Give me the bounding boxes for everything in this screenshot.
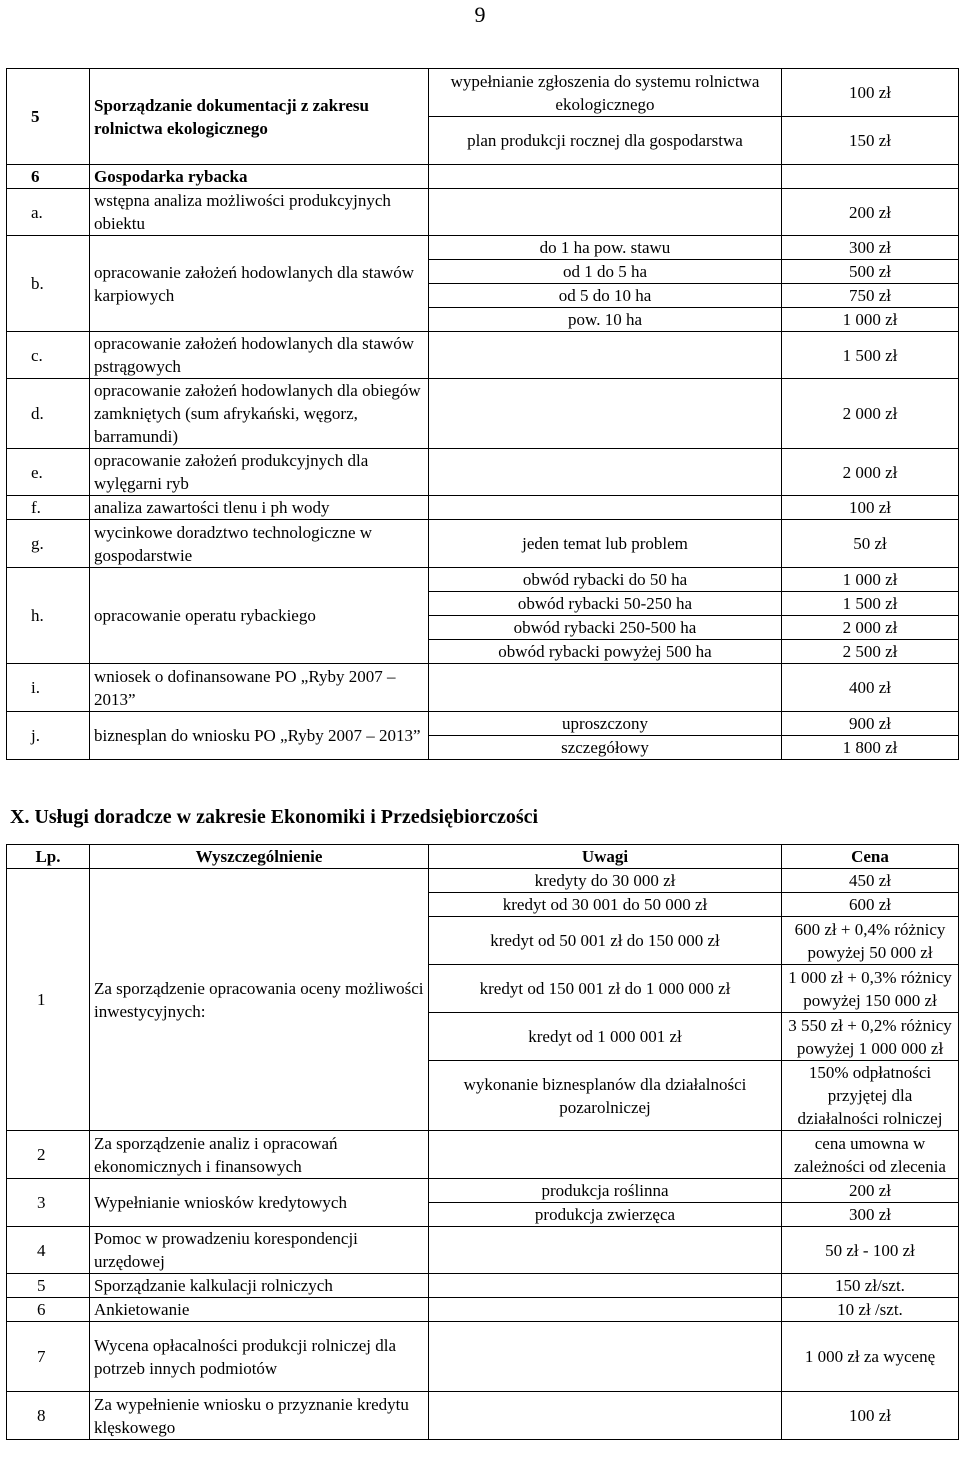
row-description: Pomoc w prowadzeniu korespondencji urzędowej bbox=[90, 1227, 429, 1274]
header-uwagi: Uwagi bbox=[429, 845, 782, 869]
section-title: X. Usługi doradcze w zakresie Ekonomiki i Przedsiębiorczości bbox=[10, 806, 539, 828]
row-uwagi bbox=[429, 1298, 782, 1322]
row-cena: 150% odpłatności przyjętej dla działalności rolniczej bbox=[782, 1061, 959, 1131]
row-cena: 200 zł bbox=[782, 189, 959, 236]
row-number: i. bbox=[7, 664, 90, 712]
row-uwagi: kredyt od 1 000 001 zł bbox=[429, 1013, 782, 1061]
row-description: Za wypełnienie wniosku o przyznanie kredytu klęskowego bbox=[90, 1392, 429, 1440]
row-description: Za sporządzenie opracowania oceny możliwości inwestycyjnych: bbox=[90, 869, 429, 1131]
row-cena: 2 000 zł bbox=[782, 449, 959, 496]
row-cena: 1 500 zł bbox=[782, 592, 959, 616]
row-uwagi: obwód rybacki 50-250 ha bbox=[429, 592, 782, 616]
row-uwagi bbox=[429, 1274, 782, 1298]
row-uwagi: produkcja zwierzęca bbox=[429, 1203, 782, 1227]
row-number: 5 bbox=[7, 1274, 90, 1298]
row-cena: 300 zł bbox=[782, 1203, 959, 1227]
row-description: Sporządzanie dokumentacji z zakresu rolnictwa ekologicznego bbox=[90, 69, 429, 165]
row-number: j. bbox=[7, 712, 90, 760]
table-row bbox=[7, 189, 959, 236]
table-row bbox=[7, 568, 959, 592]
row-description: wycinkowe doradztwo technologiczne w gospodarstwie bbox=[90, 520, 429, 568]
row-uwagi: kredyty do 30 000 zł bbox=[429, 869, 782, 893]
row-cena: 50 zł - 100 zł bbox=[782, 1227, 959, 1274]
row-uwagi bbox=[429, 165, 782, 189]
row-number: c. bbox=[7, 332, 90, 379]
table-row bbox=[7, 664, 959, 712]
row-uwagi: wykonanie biznesplanów dla działalności pozarolniczej bbox=[429, 1061, 782, 1131]
row-number: e. bbox=[7, 449, 90, 496]
row-cena: 600 zł + 0,4% różnicy powyżej 50 000 zł bbox=[782, 917, 959, 965]
row-cena: 1 000 zł za wycenę bbox=[782, 1322, 959, 1392]
table-row bbox=[7, 332, 959, 379]
row-uwagi: produkcja roślinna bbox=[429, 1179, 782, 1203]
row-uwagi bbox=[429, 1227, 782, 1274]
row-uwagi: kredyt od 30 001 do 50 000 zł bbox=[429, 893, 782, 917]
row-number: 1 bbox=[7, 869, 90, 1131]
row-description: opracowanie założeń produkcyjnych dla wylęgarni ryb bbox=[90, 449, 429, 496]
row-number: 6 bbox=[7, 1298, 90, 1322]
row-description: Wypełnianie wniosków kredytowych bbox=[90, 1179, 429, 1227]
row-uwagi bbox=[429, 449, 782, 496]
row-cena: 3 550 zł + 0,2% różnicy powyżej 1 000 000 zł bbox=[782, 1013, 959, 1061]
row-number: h. bbox=[7, 568, 90, 664]
row-uwagi: obwód rybacki 250-500 ha bbox=[429, 616, 782, 640]
row-cena: 100 zł bbox=[782, 1392, 959, 1440]
row-number: a. bbox=[7, 189, 90, 236]
row-cena: 100 zł bbox=[782, 496, 959, 520]
row-cena: 150 zł bbox=[782, 117, 959, 165]
table-row bbox=[7, 69, 959, 117]
table-row bbox=[7, 1179, 959, 1203]
row-description: Ankietowanie bbox=[90, 1298, 429, 1322]
row-number: 7 bbox=[7, 1322, 90, 1392]
row-uwagi: wypełnianie zgłoszenia do systemu rolnictwa ekologicznego bbox=[429, 69, 782, 117]
row-cena: 100 zł bbox=[782, 69, 959, 117]
row-description: wniosek o dofinansowane PO „Ryby 2007 – 2013” bbox=[90, 664, 429, 712]
row-description: Wycena opłacalności produkcji rolniczej dla potrzeb innych podmiotów bbox=[90, 1322, 429, 1392]
row-uwagi bbox=[429, 496, 782, 520]
row-cena: 450 zł bbox=[782, 869, 959, 893]
header-name: Wyszczególnienie bbox=[90, 845, 429, 869]
row-uwagi: kredyt od 50 001 zł do 150 000 zł bbox=[429, 917, 782, 965]
row-number: 5 bbox=[7, 69, 90, 165]
table-row bbox=[7, 236, 959, 260]
row-cena: 1 000 zł bbox=[782, 568, 959, 592]
row-description: biznesplan do wniosku PO „Ryby 2007 – 2013” bbox=[90, 712, 429, 760]
row-uwagi: obwód rybacki powyżej 500 ha bbox=[429, 640, 782, 664]
row-uwagi: pow. 10 ha bbox=[429, 308, 782, 332]
table-row bbox=[7, 712, 959, 736]
row-description: opracowanie założeń hodowlanych dla stawów pstrągowych bbox=[90, 332, 429, 379]
fishery-pricing-table bbox=[6, 68, 959, 760]
row-cena: 2 000 zł bbox=[782, 379, 959, 449]
row-uwagi: do 1 ha pow. stawu bbox=[429, 236, 782, 260]
row-cena: 1 500 zł bbox=[782, 332, 959, 379]
row-number: f. bbox=[7, 496, 90, 520]
row-number: b. bbox=[7, 236, 90, 332]
table-row bbox=[7, 449, 959, 496]
header-cena: Cena bbox=[782, 845, 959, 869]
row-uwagi bbox=[429, 1131, 782, 1179]
row-uwagi bbox=[429, 332, 782, 379]
table-row bbox=[7, 379, 959, 449]
row-cena: 10 zł /szt. bbox=[782, 1298, 959, 1322]
row-cena: 600 zł bbox=[782, 893, 959, 917]
header-lp: Lp. bbox=[7, 845, 90, 869]
row-number: 6 bbox=[7, 165, 90, 189]
table-row bbox=[7, 869, 959, 893]
row-description: opracowanie operatu rybackiego bbox=[90, 568, 429, 664]
row-cena: 400 zł bbox=[782, 664, 959, 712]
table-row bbox=[7, 496, 959, 520]
economics-services-table bbox=[6, 844, 959, 1440]
row-number: 3 bbox=[7, 1179, 90, 1227]
row-number: 4 bbox=[7, 1227, 90, 1274]
row-cena: 1 000 zł + 0,3% różnicy powyżej 150 000 zł bbox=[782, 965, 959, 1013]
row-uwagi: szczegółowy bbox=[429, 736, 782, 760]
row-uwagi bbox=[429, 379, 782, 449]
row-uwagi bbox=[429, 189, 782, 236]
table-row bbox=[7, 1274, 959, 1298]
row-cena: 500 zł bbox=[782, 260, 959, 284]
row-cena: 2 500 zł bbox=[782, 640, 959, 664]
row-uwagi: od 5 do 10 ha bbox=[429, 284, 782, 308]
row-uwagi: uproszczony bbox=[429, 712, 782, 736]
row-cena bbox=[782, 165, 959, 189]
table-row bbox=[7, 520, 959, 568]
row-number: 8 bbox=[7, 1392, 90, 1440]
row-number: 2 bbox=[7, 1131, 90, 1179]
row-cena: 1 000 zł bbox=[782, 308, 959, 332]
row-uwagi: kredyt od 150 001 zł do 1 000 000 zł bbox=[429, 965, 782, 1013]
row-number: g. bbox=[7, 520, 90, 568]
row-cena: 150 zł/szt. bbox=[782, 1274, 959, 1298]
row-description: Gospodarka rybacka bbox=[90, 165, 429, 189]
table-row bbox=[7, 165, 959, 189]
row-description: opracowanie założeń hodowlanych dla stawów karpiowych bbox=[90, 236, 429, 332]
table-row bbox=[7, 1322, 959, 1392]
row-cena: 2 000 zł bbox=[782, 616, 959, 640]
row-uwagi bbox=[429, 1322, 782, 1392]
row-uwagi: plan produkcji rocznej dla gospodarstwa bbox=[429, 117, 782, 165]
row-description: analiza zawartości tlenu i ph wody bbox=[90, 496, 429, 520]
row-description: Sporządzanie kalkulacji rolniczych bbox=[90, 1274, 429, 1298]
row-cena: 1 800 zł bbox=[782, 736, 959, 760]
row-description: Za sporządzenie analiz i opracowań ekonomicznych i finansowych bbox=[90, 1131, 429, 1179]
table-row bbox=[7, 1298, 959, 1322]
table-row bbox=[7, 1392, 959, 1440]
row-number: d. bbox=[7, 379, 90, 449]
row-cena: cena umowna w zależności od zlecenia bbox=[782, 1131, 959, 1179]
row-uwagi bbox=[429, 1392, 782, 1440]
page-number: 9 bbox=[474, 2, 486, 27]
row-uwagi: od 1 do 5 ha bbox=[429, 260, 782, 284]
row-cena: 900 zł bbox=[782, 712, 959, 736]
row-cena: 200 zł bbox=[782, 1179, 959, 1203]
row-uwagi bbox=[429, 664, 782, 712]
row-cena: 750 zł bbox=[782, 284, 959, 308]
row-cena: 50 zł bbox=[782, 520, 959, 568]
row-cena: 300 zł bbox=[782, 236, 959, 260]
table-row bbox=[7, 1131, 959, 1179]
row-uwagi: jeden temat lub problem bbox=[429, 520, 782, 568]
row-uwagi: obwód rybacki do 50 ha bbox=[429, 568, 782, 592]
row-description: opracowanie założeń hodowlanych dla obiegów zamkniętych (sum afrykański, węgorz, barramundi) bbox=[90, 379, 429, 449]
row-description: wstępna analiza możliwości produkcyjnych obiektu bbox=[90, 189, 429, 236]
table-row bbox=[7, 1227, 959, 1274]
